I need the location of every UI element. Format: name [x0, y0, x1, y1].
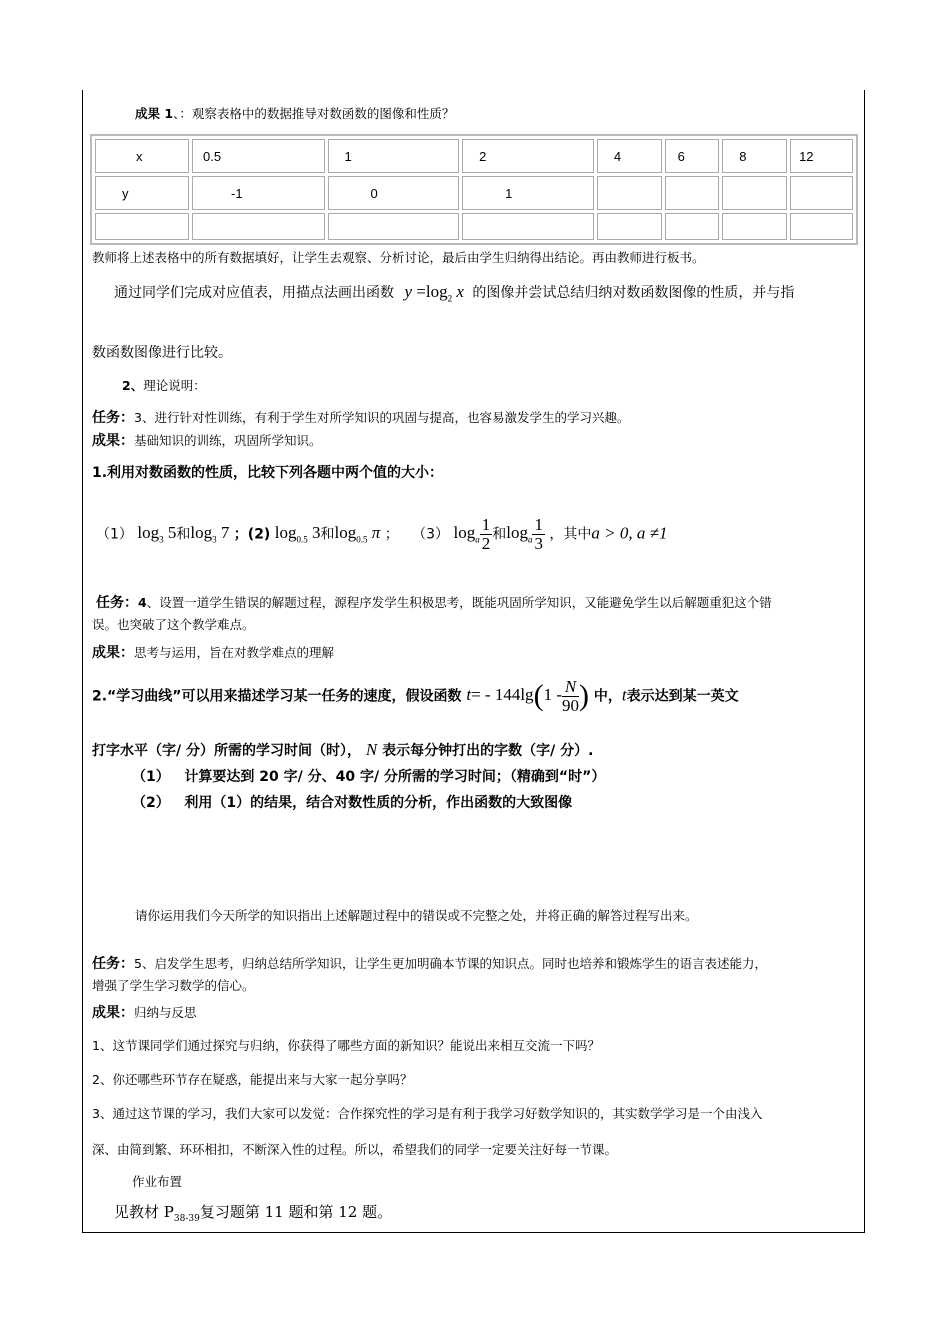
para-a-post: 的图像并尝试总结归纳对数函数图像的性质，并与指	[472, 285, 795, 301]
task3: 任务：3、进行针对性训练，有利于学生对所学知识的巩固与提高，也容易激发学生的学习兴趣。	[92, 410, 630, 426]
table-cell: 6	[665, 139, 720, 173]
task4-cont: 误。也突破了这个教学难点。	[92, 617, 255, 632]
teacher-note: 教师将上述表格中的所有数据填好，让学生去观察、分析讨论，最后由学生归纳得出结论。再由教师进行板书。	[92, 250, 705, 265]
table-cell	[597, 176, 662, 210]
table-cell: 1	[462, 176, 594, 210]
reflect-item: 1、这节课同学们通过探究与归纳，你获得了哪些方面的新知识？能说出来相互交流一下吗？	[92, 1038, 600, 1053]
para-a-pre: 通过同学们完成对应值表，用描点法画出函数	[114, 285, 394, 301]
table-cell	[722, 176, 787, 210]
table-cell: 8	[722, 139, 787, 173]
result1-text: 、：观察表格中的数据推导对数函数的图像和性质？	[173, 106, 455, 121]
reflect-item-cont: 深、由简到繁、环环相扣，不断深入性的过程。所以，希望我们的同学一定要关注好每一节课。	[92, 1142, 618, 1157]
table-cell: 4	[597, 139, 662, 173]
result1-label: 成果 1	[135, 106, 174, 121]
table-cell-x-label: x	[95, 139, 189, 173]
q1-formula-3: $\log_a$ $\frac{1}{2}$	[453, 515, 491, 553]
q1-expressions: （1） $\log_3 5$和$\log_3 7$ ；(2) $\log_{0.5} 3$和$\log_{0.5} \pi$ ； （3） $\log_a$ $\frac{1}{2}$ 和$\log_a$ $\frac{1}{3}$ ，其中a > 0, a ≠1	[96, 515, 668, 553]
reflect-item: 3、通过这节课的学习，我们大家可以发觉：合作探究性的学习是有利于我学习好数学知识的，其实数学学习是一个由浅入	[92, 1106, 763, 1121]
table-cell: 0.5	[192, 139, 325, 173]
homework-title: 作业布置	[132, 1174, 183, 1189]
value-table	[90, 134, 858, 245]
table-cell: 0	[328, 176, 460, 210]
theory-heading: 2、理论说明：	[122, 378, 206, 393]
table-cell: -1	[192, 176, 325, 210]
result1-line	[135, 104, 454, 122]
homework-text: 见教材 $P_{38-39}$复习题第 11 题和第 12 题。	[114, 1203, 393, 1224]
q2-item2: （2） 利用（1）的结果，结合对数性质的分析，作出函数的大致图像	[132, 795, 573, 811]
table-row-empty	[95, 213, 853, 240]
table-cell	[790, 176, 853, 210]
please-paragraph: 请你运用我们今天所学的知识指出上述解题过程中的错误或不完整之处，并将正确的解答过程写出来。	[135, 908, 698, 923]
paragraph-a	[114, 282, 794, 303]
table-row-y	[95, 176, 853, 210]
q1-formula-2: $\log_{0.5} 3$	[274, 523, 321, 545]
task4: 任务：4、设置一道学生错误的解题过程，源程序发学生积极思考，既能巩固所学知识，又能避免学生以后解题重犯这个错	[96, 595, 772, 611]
result-think: 成果：思考与运用，旨在对教学难点的理解	[92, 645, 335, 661]
table-cell	[665, 176, 720, 210]
task5: 任务：5、启发学生思考，归纳总结所学知识，让学生更加明确本节课的知识点。同时也培养和锻炼学生的语言表述能力，	[92, 956, 767, 972]
table-row-x	[95, 139, 853, 173]
table-cell-y-label: y	[95, 176, 189, 210]
table-cell: 12	[790, 139, 853, 173]
result-basic: 成果：基础知识的训练，巩固所学知识。	[92, 433, 322, 449]
task5-cont: 增强了学生学习数学的信心。	[92, 978, 255, 993]
paragraph-a-cont: 数函数图像进行比较。	[92, 345, 232, 361]
q2-line1: 2.“学习曲线”可以用来描述学习某一任务的速度，假设函数 t= - 144lg(1 - $\frac{N}{90}$ ) 中，t表示达到某一英文	[92, 677, 739, 715]
q1-title: 1.利用对数函数的性质，比较下列各题中两个值的大小：	[92, 465, 444, 481]
table-cell: 2	[462, 139, 594, 173]
result-reflect: 成果：归纳与反思	[92, 1005, 197, 1021]
q2-item1: （1） 计算要达到 20 字/ 分、40 字/ 分所需的学习时间；（精确到“时”）	[132, 769, 606, 785]
q1-formula-1: $\log_3 5$	[137, 523, 177, 545]
table-cell: 1	[328, 139, 460, 173]
q2-line2: 打字水平（字/ 分）所需的学习时间（时）， N 表示每分钟打出的字数（字/ 分）.	[92, 740, 594, 759]
formula-y-log2x: $y =\log_2$ x	[404, 282, 464, 304]
reflect-item: 2、你还哪些环节存在疑惑，能提出来与大家一起分享吗？	[92, 1072, 413, 1087]
q2-formula: t= - 144lg(1 - $\frac{N}{90}$ )	[466, 677, 589, 715]
